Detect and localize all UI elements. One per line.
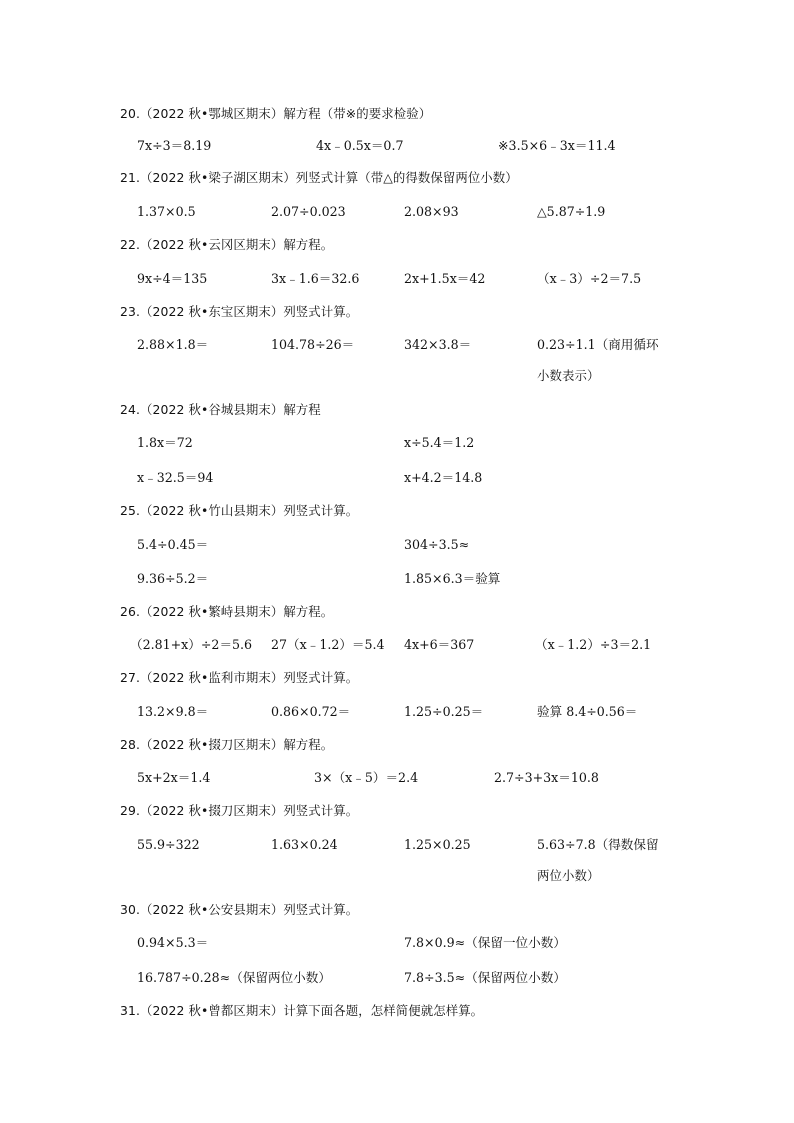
q28-item-2: 3×（x﹣5）＝2.4 — [314, 770, 419, 785]
q26-item-3: 4x+6＝367 — [404, 637, 475, 652]
q29-item-4-cont: 两位小数） — [537, 868, 600, 883]
q25-item-3: 9.36÷5.2＝ — [137, 571, 209, 586]
q23-item-3: 342×3.8＝ — [404, 337, 472, 352]
q27-item-3: 1.25÷0.25＝ — [404, 704, 484, 719]
q21-item-3: 2.08×93 — [404, 204, 459, 219]
q28-item-3: 2.7÷3+3x＝10.8 — [494, 770, 599, 785]
q29-item-3: 1.25×0.25 — [404, 837, 471, 852]
q23-item-2: 104.78÷26＝ — [271, 337, 355, 352]
q25-item-4: 1.85×6.3＝验算 — [404, 571, 501, 586]
q22-item-1: 9x÷4＝135 — [137, 271, 208, 286]
q30-item-4: 7.8÷3.5≈（保留两位小数） — [404, 970, 566, 985]
q25-item-2: 304÷3.5≈ — [404, 537, 470, 552]
question-22-heading: 22.（2022 秋•云冈区期末）解方程。 — [120, 237, 334, 252]
q26-item-2: 27（x﹣1.2）＝5.4 — [271, 637, 385, 652]
q30-item-2: 7.8×0.9≈（保留一位小数） — [404, 935, 566, 950]
question-26-heading: 26.（2022 秋•繁峙县期末）解方程。 — [120, 604, 334, 619]
question-20-heading: 20.（2022 秋•鄂城区期末）解方程（带※的要求检验） — [120, 106, 432, 121]
question-29-heading: 29.（2022 秋•掇刀区期末）列竖式计算。 — [120, 803, 359, 818]
question-24-heading: 24.（2022 秋•谷城县期末）解方程 — [120, 402, 321, 417]
q24-item-3: x﹣32.5＝94 — [137, 470, 214, 485]
q27-item-4: 验算 8.4÷0.56＝ — [537, 704, 638, 719]
q20-item-1: 7x÷3＝8.19 — [137, 138, 212, 153]
q29-item-4: 5.63÷7.8（得数保留 — [537, 837, 659, 852]
question-28-heading: 28.（2022 秋•掇刀区期末）解方程。 — [120, 737, 334, 752]
q24-item-2: x÷5.4＝1.2 — [404, 435, 475, 450]
q22-item-2: 3x﹣1.6＝32.6 — [271, 271, 360, 286]
q20-item-3: ※3.5×6﹣3x＝11.4 — [498, 138, 616, 153]
q24-item-1: 1.8x＝72 — [137, 435, 193, 450]
q25-item-1: 5.4÷0.45＝ — [137, 537, 209, 552]
q29-item-1: 55.9÷322 — [137, 837, 200, 852]
q23-item-4-cont: 小数表示） — [537, 368, 600, 383]
q27-item-1: 13.2×9.8＝ — [137, 704, 209, 719]
q22-item-4: （x﹣3）÷2＝7.5 — [537, 271, 642, 286]
q23-item-1: 2.88×1.8＝ — [137, 337, 209, 352]
q24-item-4: x+4.2＝14.8 — [404, 470, 483, 485]
q26-item-4: （x﹣1.2）÷3＝2.1 — [535, 637, 652, 652]
q21-item-1: 1.37×0.5 — [137, 204, 196, 219]
question-21-heading: 21.（2022 秋•梁子湖区期末）列竖式计算（带△的得数保留两位小数） — [120, 170, 518, 185]
q30-item-3: 16.787÷0.28≈（保留两位小数） — [137, 970, 331, 985]
question-31-heading: 31.（2022 秋•曾都区期末）计算下面各题，怎样简便就怎样算。 — [120, 1003, 484, 1018]
q28-item-1: 5x+2x＝1.4 — [137, 770, 211, 785]
question-23-heading: 23.（2022 秋•东宝区期末）列竖式计算。 — [120, 304, 359, 319]
q29-item-2: 1.63×0.24 — [271, 837, 338, 852]
q23-item-4: 0.23÷1.1（商用循环 — [537, 337, 659, 352]
q20-item-2: 4x﹣0.5x＝0.7 — [316, 138, 404, 153]
q21-item-2: 2.07÷0.023 — [271, 204, 346, 219]
question-30-heading: 30.（2022 秋•公安县期末）列竖式计算。 — [120, 902, 359, 917]
q21-item-4: △5.87÷1.9 — [537, 204, 606, 219]
question-27-heading: 27.（2022 秋•监利市期末）列竖式计算。 — [120, 670, 359, 685]
q26-item-1: （2.81+x）÷2＝5.6 — [130, 637, 253, 652]
question-25-heading: 25.（2022 秋•竹山县期末）列竖式计算。 — [120, 503, 359, 518]
q22-item-3: 2x+1.5x＝42 — [404, 271, 486, 286]
q27-item-2: 0.86×0.72＝ — [271, 704, 351, 719]
q30-item-1: 0.94×5.3＝ — [137, 935, 209, 950]
